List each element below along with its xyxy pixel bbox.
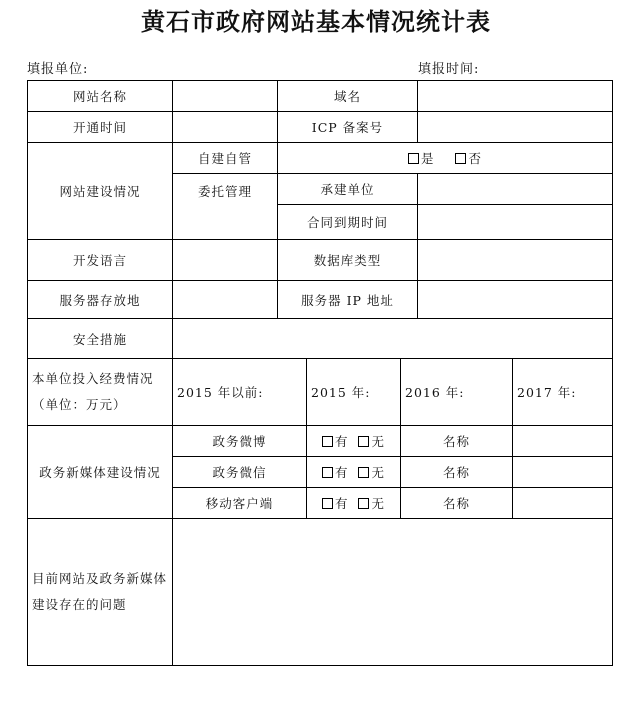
checkbox-no[interactable]	[455, 153, 466, 164]
stats-table	[27, 80, 613, 666]
checkbox-app-have[interactable]	[322, 498, 333, 509]
label-domain: 域名	[278, 81, 418, 112]
fill-time-label: 填报时间:	[418, 62, 480, 77]
label-weibo: 政务微博	[173, 426, 307, 457]
input-contractor[interactable]	[418, 174, 613, 205]
label-db-type: 数据库类型	[278, 240, 418, 281]
label-wechat: 政务微信	[173, 457, 307, 488]
input-server-ip[interactable]	[418, 281, 613, 319]
label-problems: 目前网站及政务新媒体建设存在的问题	[28, 519, 173, 666]
option-yes[interactable]: 是	[408, 151, 435, 166]
option-no[interactable]: 否	[455, 151, 482, 166]
input-site-name[interactable]	[173, 81, 278, 112]
label-app-name: 名称	[401, 488, 513, 519]
label-server-location: 服务器存放地	[28, 281, 173, 319]
label-dev-lang: 开发语言	[28, 240, 173, 281]
field-before-2015[interactable]: 2015 年以前:	[173, 359, 307, 426]
input-problems[interactable]	[173, 519, 613, 666]
label-app: 移动客户端	[173, 488, 307, 519]
weibo-options: 有 无	[307, 426, 401, 457]
input-contract-expiry[interactable]	[418, 205, 613, 240]
field-2015[interactable]: 2015 年:	[307, 359, 401, 426]
checkbox-app-none[interactable]	[358, 498, 369, 509]
label-open-time: 开通时间	[28, 112, 173, 143]
label-self-build: 自建自管	[173, 143, 278, 174]
self-build-options	[278, 143, 613, 174]
label-entrust: 委托管理	[173, 174, 278, 240]
label-icp: ICP 备案号	[278, 112, 418, 143]
input-server-location[interactable]	[173, 281, 278, 319]
field-2016[interactable]: 2016 年:	[401, 359, 513, 426]
checkbox-wechat-none[interactable]	[358, 467, 369, 478]
label-funding: 本单位投入经费情况（单位：万元）	[28, 359, 173, 426]
wechat-options: 有 无	[307, 457, 401, 488]
checkbox-yes[interactable]	[408, 153, 419, 164]
input-security[interactable]	[173, 319, 613, 359]
label-server-ip: 服务器 IP 地址	[278, 281, 418, 319]
label-weibo-name: 名称	[401, 426, 513, 457]
label-contractor: 承建单位	[278, 174, 418, 205]
input-domain[interactable]	[418, 81, 613, 112]
label-contract-expiry: 合同到期时间	[278, 205, 418, 240]
checkbox-weibo-none[interactable]	[358, 436, 369, 447]
label-security: 安全措施	[28, 319, 173, 359]
input-weibo-name[interactable]	[513, 426, 613, 457]
input-icp[interactable]	[418, 112, 613, 143]
label-site-build: 网站建设情况	[28, 143, 173, 240]
input-db-type[interactable]	[418, 240, 613, 281]
checkbox-weibo-have[interactable]	[322, 436, 333, 447]
page-title: 黄石市政府网站基本情况统计表	[141, 7, 491, 36]
checkbox-wechat-have[interactable]	[322, 467, 333, 478]
input-wechat-name[interactable]	[513, 457, 613, 488]
fill-unit-label: 填报单位:	[27, 62, 89, 77]
label-site-name: 网站名称	[28, 81, 173, 112]
input-dev-lang[interactable]	[173, 240, 278, 281]
field-2017[interactable]: 2017 年:	[513, 359, 613, 426]
app-options: 有 无	[307, 488, 401, 519]
input-open-time[interactable]	[173, 112, 278, 143]
input-app-name[interactable]	[513, 488, 613, 519]
label-new-media: 政务新媒体建设情况	[28, 426, 173, 519]
label-wechat-name: 名称	[401, 457, 513, 488]
